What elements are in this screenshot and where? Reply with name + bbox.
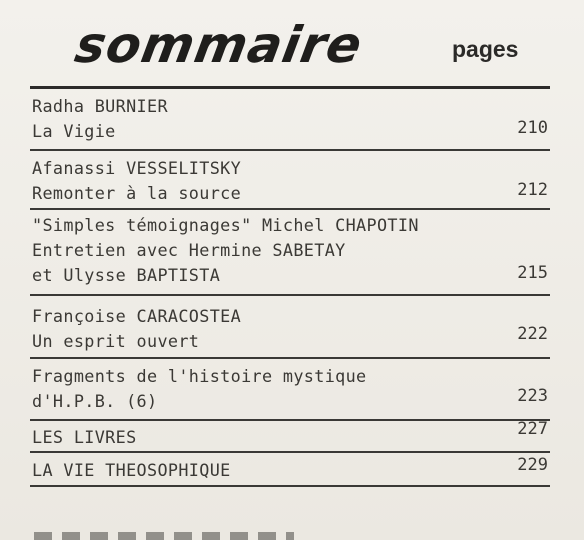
entry-divider	[30, 357, 550, 359]
toc-entry	[32, 364, 548, 414]
entry-divider	[30, 294, 550, 296]
toc-entry	[32, 94, 548, 144]
toc-entry	[32, 304, 548, 354]
toc-entry	[32, 156, 548, 206]
cropped-text-hint	[34, 532, 294, 540]
entry-page-number: 223	[517, 386, 548, 406]
entry-page-number: 212	[517, 180, 548, 200]
page-title: sommaire	[70, 16, 367, 74]
entry-page-number: 215	[517, 263, 548, 283]
toc-entry	[32, 213, 548, 288]
entry-section: LA VIE THEOSOPHIQUE	[32, 460, 231, 480]
entry-author: Afanassi VESSELITSKY	[32, 158, 242, 178]
entry-divider	[30, 419, 550, 421]
entry-page-number: 222	[517, 324, 548, 344]
entry-line: "Simples témoignages" Michel CHAPOTIN	[32, 215, 419, 235]
entry-divider	[30, 485, 550, 487]
entry-divider	[30, 451, 550, 453]
entry-page-number: 227	[517, 419, 548, 439]
entry-line: d'H.P.B. (6)	[32, 391, 158, 411]
entry-page-number: 210	[517, 118, 548, 138]
entry-line: Fragments de l'histoire mystique	[32, 366, 367, 386]
toc-entry	[32, 455, 548, 483]
entry-title: Un esprit ouvert	[32, 331, 200, 351]
pages-column-label: pages	[452, 36, 519, 62]
entry-divider	[30, 149, 550, 151]
entry-author: Françoise CARACOSTEA	[32, 306, 242, 326]
entry-line: Entretien avec Hermine SABETAY	[32, 240, 346, 260]
toc-entry	[32, 419, 548, 450]
entry-line: et Ulysse BAPTISTA	[32, 265, 221, 285]
entry-title: Remonter à la source	[32, 183, 242, 203]
entry-section: LES LIVRES	[32, 427, 137, 447]
entry-title: La Vigie	[32, 121, 116, 141]
entry-divider	[30, 208, 550, 210]
entry-page-number: 229	[517, 455, 548, 475]
top-divider	[30, 86, 550, 89]
entry-author: Radha BURNIER	[32, 96, 168, 116]
